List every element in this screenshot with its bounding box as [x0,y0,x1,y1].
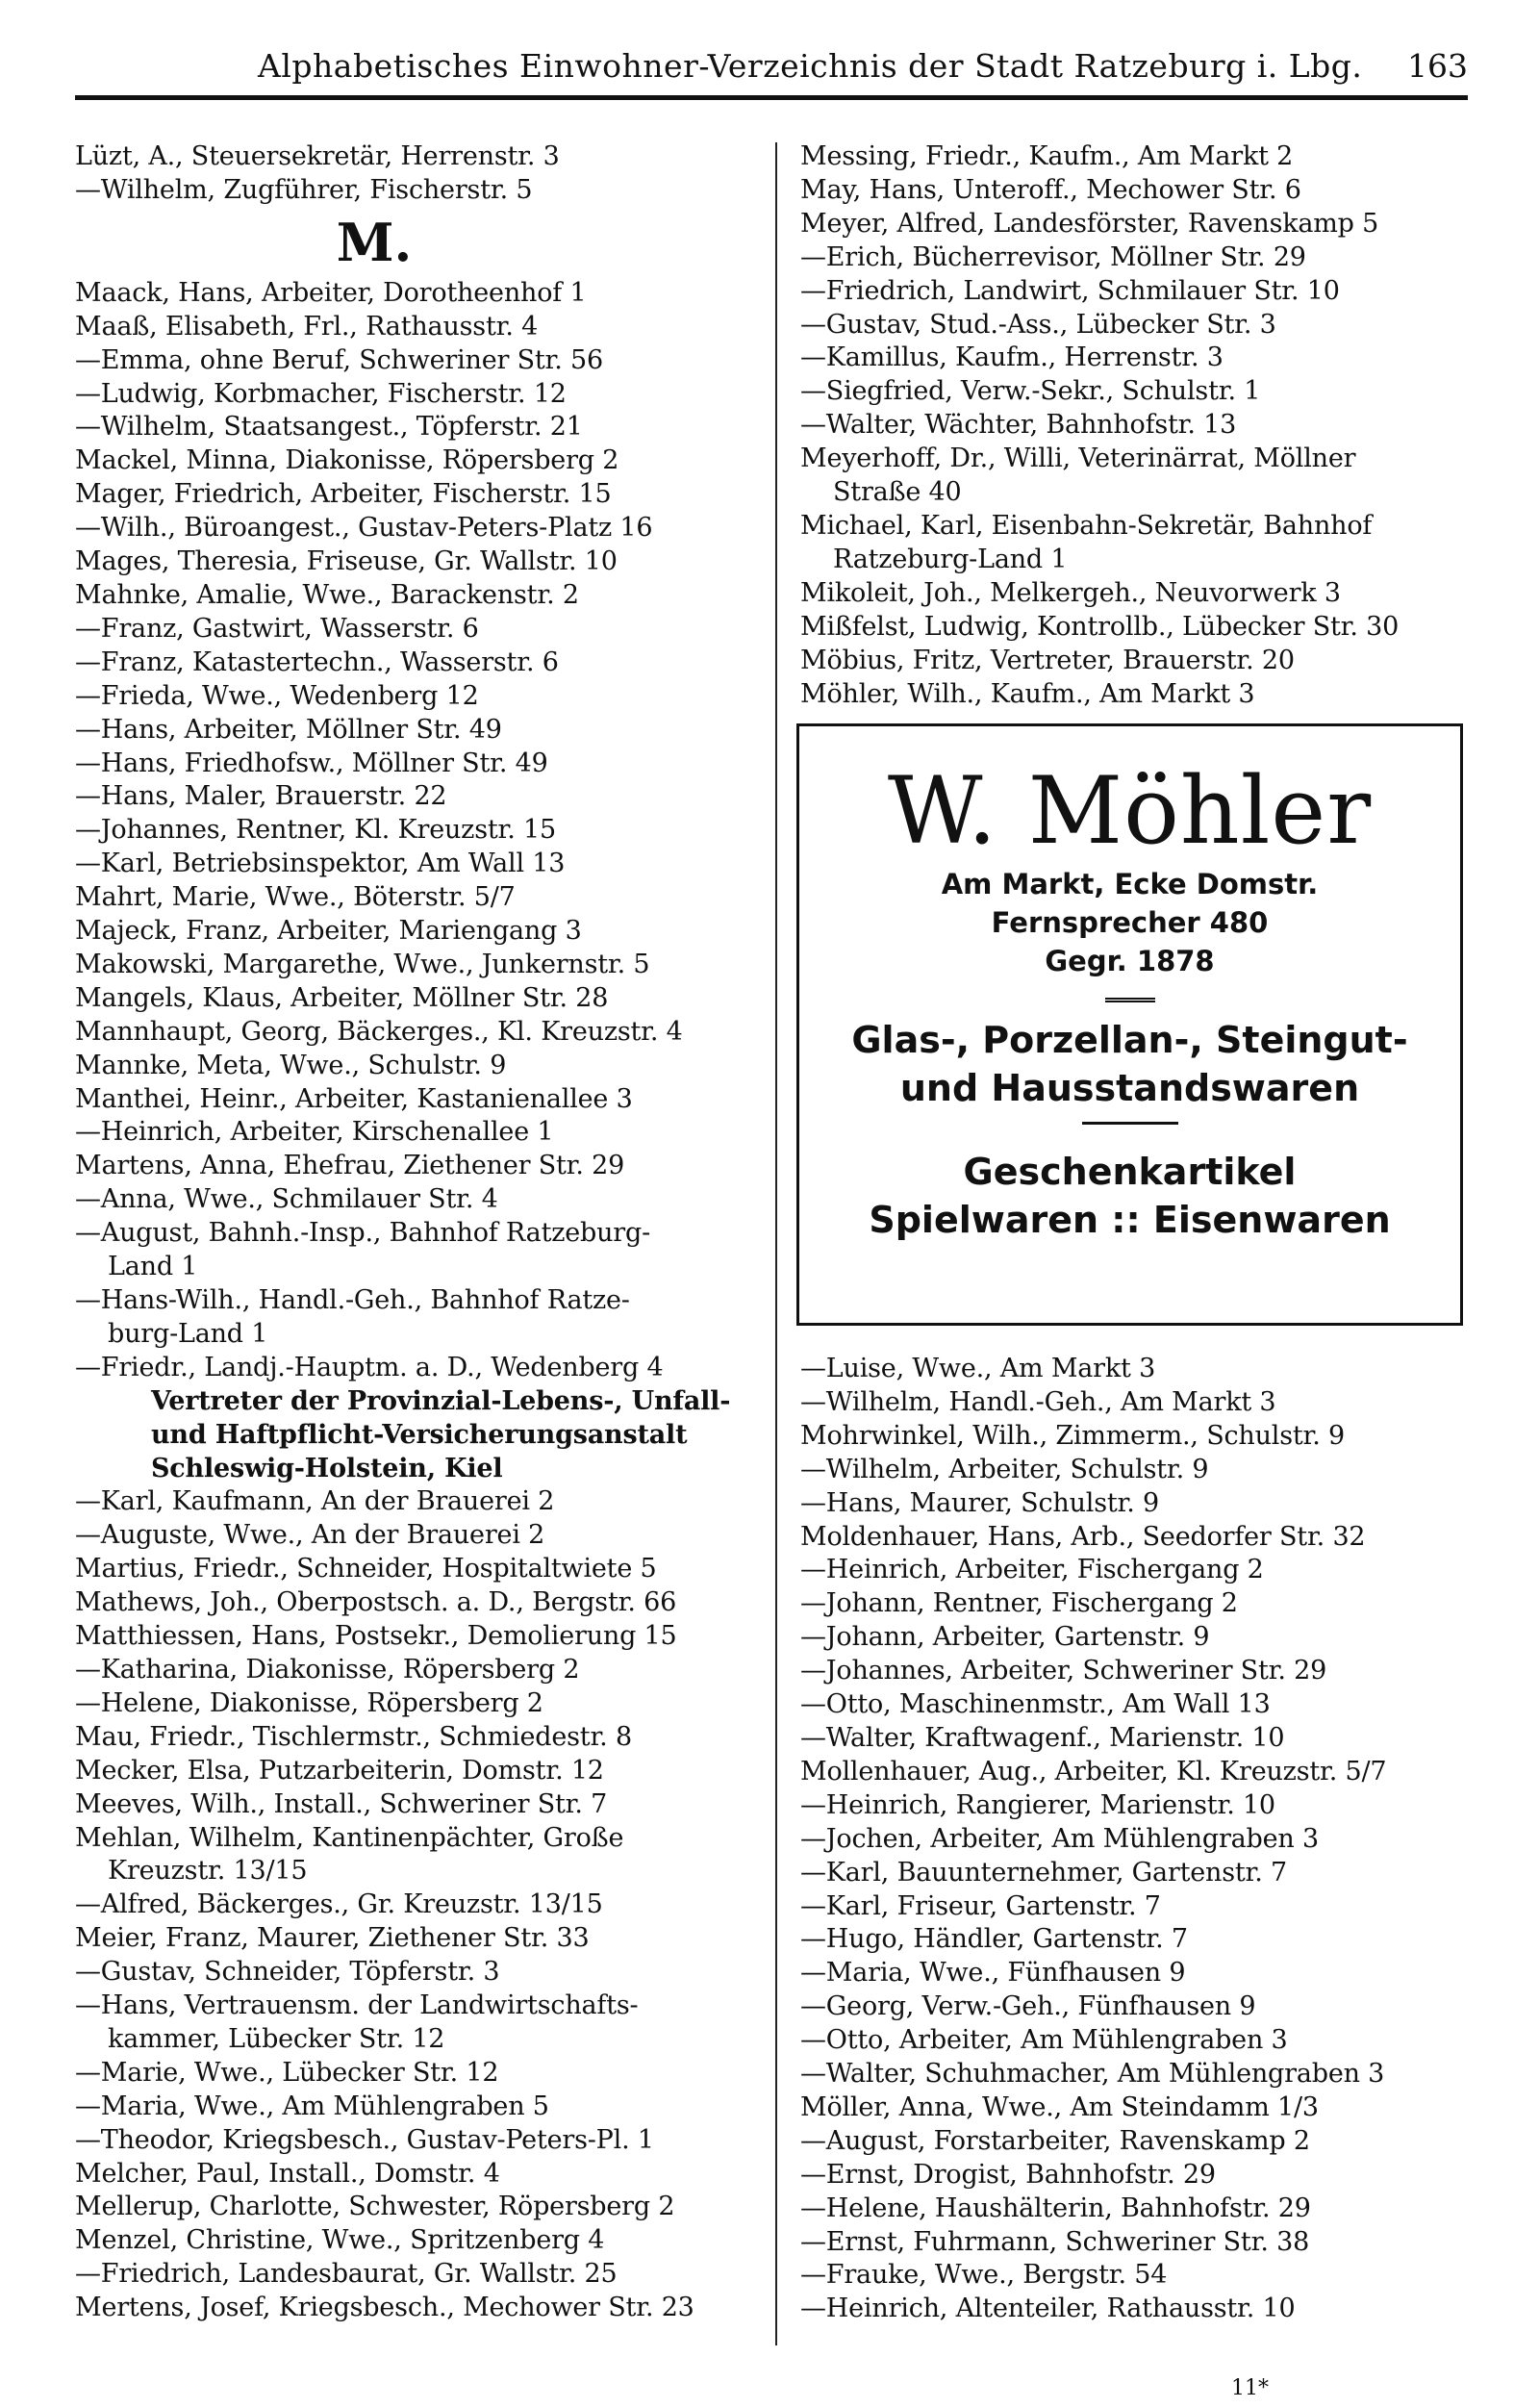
directory-entry: Mannhaupt, Georg, Bäckerges., Kl. Kreuzstr. 4 [75,1016,683,1047]
directory-entry: —Frauke, Wwe., Bergstr. 54 [800,2260,1168,2291]
directory-entry: —Karl, Bauunternehmer, Gartenstr. 7 [800,1857,1288,1888]
directory-entry: —Friedrich, Landesbaurat, Gr. Wallstr. 25 [75,2259,618,2290]
directory-entry: Mohrwinkel, Wilh., Zimmerm., Schulstr. 9 [800,1420,1346,1451]
page-header [75,42,1468,90]
directory-entry: Makowski, Margarethe, Wwe., Junkernstr. 5 [75,949,650,979]
directory-entry: —Heinrich, Rangierer, Marienstr. 10 [800,1789,1275,1820]
directory-entry: Möhler, Wilh., Kaufm., Am Markt 3 [800,678,1255,709]
directory-entry: Mellerup, Charlotte, Schwester, Röpersberg 2 [75,2192,675,2222]
column-divider [775,142,777,2345]
page-number: 163 [1407,47,1468,85]
directory-entry: —Hans, Arbeiter, Möllner Str. 49 [75,714,502,745]
directory-entry: Maaß, Elisabeth, Frl., Rathausstr. 4 [75,311,539,342]
directory-entry: —Hans, Maurer, Schulstr. 9 [800,1487,1159,1518]
section-letter: M. [336,211,413,273]
directory-entry: —Heinrich, Altenteiler, Rathausstr. 10 [800,2294,1296,2324]
directory-entry: —Marie, Wwe., Lübecker Str. 12 [75,2057,499,2088]
directory-entry: —Anna, Wwe., Schmilauer Str. 4 [75,1184,498,1215]
entry-continuation: Land 1 [108,1252,198,1282]
directory-entry: Möbius, Fritz, Vertreter, Brauerstr. 20 [800,645,1295,675]
directory-entry: Mau, Friedr., Tischlermstr., Schmiedestr. 8 [75,1721,632,1752]
ad-gifts: Geschenkartikel [963,1151,1297,1193]
directory-entry: —Ernst, Fuhrmann, Schweriner Str. 38 [800,2226,1310,2257]
insertion-text: und Haftpflicht-Versicherungsanstalt [151,1419,688,1450]
directory-entry: Mertens, Josef, Kriegsbesch., Mechower Str. 23 [75,2293,694,2323]
right-column-bottom [800,1353,1474,2326]
ad-phone: Fernsprecher 480 [991,906,1269,939]
ad-toys: Spielwaren :: Eisenwaren [869,1199,1391,1241]
advertisement-box [796,723,1463,1326]
directory-entry: —Gustav, Schneider, Töpferstr. 3 [75,1957,500,1988]
directory-entry: —Johann, Arbeiter, Gartenstr. 9 [800,1622,1210,1653]
directory-entry: —Walter, Schuhmacher, Am Mühlengraben 3 [800,2059,1385,2090]
page-title: Alphabetisches Einwohner-Verzeichnis der Stadt Ratzeburg i. Lbg. [258,47,1363,85]
directory-entry: —Kamillus, Kaufm., Herrenstr. 3 [800,342,1224,373]
directory-entry: Mathews, Joh., Oberpostsch. a. D., Bergstr. 66 [75,1587,677,1618]
directory-entry: —Helene, Haushälterin, Bahnhofstr. 29 [800,2193,1311,2223]
ad-rule [1082,1122,1178,1125]
directory-entry: Martens, Anna, Ehefrau, Ziethener Str. 29 [75,1151,625,1181]
directory-entry: Moldenhauer, Hans, Arb., Seedorfer Str. 32 [800,1521,1366,1552]
ad-company-name: W. Möhler [887,757,1373,865]
directory-entry: Mißfelst, Ludwig, Kontrollb., Lübecker Str. 30 [800,611,1400,642]
directory-entry: —Franz, Gastwirt, Wasserstr. 6 [75,613,479,644]
directory-entry: —Ernst, Drogist, Bahnhofstr. 29 [800,2159,1216,2190]
directory-entry: —Luise, Wwe., Am Markt 3 [800,1354,1156,1383]
directory-entry: —Karl, Friseur, Gartenstr. 7 [800,1890,1161,1921]
insertion-text: Schleswig-Holstein, Kiel [151,1453,503,1483]
directory-entry: Mollenhauer, Aug., Arbeiter, Kl. Kreuzstr. 5/7 [800,1756,1387,1787]
signature-mark: 11* [1231,2376,1269,2400]
directory-entry: —Hans, Maler, Brauerstr. 22 [75,781,447,812]
directory-entry: —Friedrich, Landwirt, Schmilauer Str. 10 [800,275,1340,306]
directory-entry: —Wilh., Büroangest., Gustav-Peters-Platz 16 [75,513,653,544]
insertion-text: Vertreter der Provinzial-Lebens-, Unfall- [151,1385,731,1416]
ad-double-rule [1105,998,1155,1002]
directory-entry: —August, Bahnh.-Insp., Bahnhof Ratzeburg- [75,1218,651,1249]
ad-address: Am Markt, Ecke Domstr. [941,868,1319,900]
entry-continuation: Straße 40 [833,477,962,508]
directory-entry: Mager, Friedrich, Arbeiter, Fischerstr. 15 [75,479,612,510]
entry-continuation: Kreuzstr. 13/15 [108,1856,308,1887]
left-main-entries [75,277,760,2325]
directory-entry: Maack, Hans, Arbeiter, Dorotheenhof 1 [75,277,587,308]
entry-continuation: burg-Land 1 [108,1318,268,1349]
directory-entry: —Wilhelm, Arbeiter, Schulstr. 9 [800,1454,1209,1484]
directory-entry: Möller, Anna, Wwe., Am Steindamm 1/3 [800,2091,1319,2122]
directory-entry: Mahrt, Marie, Wwe., Böterstr. 5/7 [75,882,516,913]
directory-entry: —August, Forstarbeiter, Ravenskamp 2 [800,2125,1310,2156]
directory-entry: Matthiessen, Hans, Postsekr., Demolierung 15 [75,1621,677,1652]
directory-entry: —Wilhelm, Handl.-Geh., Am Markt 3 [800,1386,1276,1417]
directory-entry: Meyer, Alfred, Landesförster, Ravenskamp 5 [800,208,1379,239]
directory-entry: —Wilhelm, Zugführer, Fischerstr. 5 [75,174,533,205]
directory-entry: —Frieda, Wwe., Wedenberg 12 [75,680,479,711]
directory-entry: Majeck, Franz, Arbeiter, Mariengang 3 [75,916,582,947]
directory-entry: —Karl, Betriebsinspektor, Am Wall 13 [75,849,566,879]
left-column [75,140,760,2325]
directory-entry: Martius, Friedr., Schneider, Hospitaltwiete 5 [75,1554,657,1584]
directory-entry: —Gustav, Stud.-Ass., Lübecker Str. 3 [800,309,1276,340]
directory-entry: —Theodor, Kriegsbesch., Gustav-Peters-Pl. 1 [75,2124,654,2155]
directory-entry: Menzel, Christine, Wwe., Spritzenberg 4 [75,2225,605,2256]
right-column-top [800,140,1474,711]
directory-entry: Lüzt, A., Steuersekretär, Herrenstr. 3 [75,141,560,171]
directory-entry: —Heinrich, Arbeiter, Kirschenallee 1 [75,1117,554,1148]
directory-entry: Mecker, Elsa, Putzarbeiterin, Domstr. 12 [75,1755,604,1786]
directory-entry: —Walter, Wächter, Bahnhofstr. 13 [800,410,1237,441]
directory-entry: —Otto, Arbeiter, Am Mühlengraben 3 [800,2025,1288,2056]
directory-entry: —Hans-Wilh., Handl.-Geh., Bahnhof Ratze- [75,1285,630,1315]
ad-founded: Gegr. 1878 [1045,945,1215,977]
directory-entry: Meyerhoff, Dr., Willi, Veterinärrat, Möllner [800,444,1356,474]
directory-entry: —Alfred, Bäckerges., Gr. Kreuzstr. 13/15 [75,1889,603,1920]
directory-entry: —Katharina, Diakonisse, Röpersberg 2 [75,1654,580,1685]
directory-entry: Mannke, Meta, Wwe., Schulstr. 9 [75,1050,507,1080]
directory-entry: —Johann, Rentner, Fischergang 2 [800,1588,1238,1619]
directory-entry: Melcher, Paul, Install., Domstr. 4 [75,2158,500,2189]
directory-entry: Mangels, Klaus, Arbeiter, Möllner Str. 28 [75,982,609,1013]
ad-goods-line1: Glas-, Porzellan-, Steingut- [851,1019,1408,1061]
entry-continuation: Ratzeburg-Land 1 [833,544,1068,574]
directory-entry: —Otto, Maschinenmstr., Am Wall 13 [800,1689,1271,1720]
directory-entry: Mahnke, Amalie, Wwe., Barackenstr. 2 [75,579,579,610]
directory-entry: —Hans, Friedhofsw., Möllner Str. 49 [75,748,548,778]
directory-entry: —Hugo, Händler, Gartenstr. 7 [800,1924,1188,1955]
directory-entry: May, Hans, Unteroff., Mechower Str. 6 [800,174,1301,205]
directory-entry: —Johannes, Arbeiter, Schweriner Str. 29 [800,1656,1327,1686]
directory-entry: —Johannes, Rentner, Kl. Kreuzstr. 15 [75,815,556,846]
directory-entry: Mackel, Minna, Diakonisse, Röpersberg 2 [75,445,619,476]
directory-entry: Meeves, Wilh., Install., Schweriner Str. 7 [75,1788,608,1819]
directory-entry: Meier, Franz, Maurer, Ziethener Str. 33 [75,1923,590,1954]
ad-goods-line2: und Hausstandswaren [899,1067,1360,1109]
directory-entry: —Heinrich, Arbeiter, Fischergang 2 [800,1555,1264,1585]
directory-entry: —Walter, Kraftwagenf., Marienstr. 10 [800,1722,1285,1753]
directory-entry: —Auguste, Wwe., An der Brauerei 2 [75,1520,545,1551]
directory-entry: Messing, Friedr., Kaufm., Am Markt 2 [800,141,1294,171]
directory-entry: —Erich, Bücherrevisor, Möllner Str. 29 [800,241,1306,272]
directory-entry: —Franz, Katastertechn., Wasserstr. 6 [75,646,559,677]
directory-entry: Mages, Theresia, Friseuse, Gr. Wallstr. 10 [75,546,618,577]
directory-entry: Michael, Karl, Eisenbahn-Sekretär, Bahnhof [800,510,1373,541]
directory-entry: —Ludwig, Korbmacher, Fischerstr. 12 [75,378,567,409]
directory-entry: —Maria, Wwe., Fünfhausen 9 [800,1958,1186,1989]
directory-entry: —Siegfried, Verw.-Sekr., Schulstr. 1 [800,376,1261,407]
directory-entry: —Friedr., Landj.-Hauptm. a. D., Wedenberg 4 [75,1352,664,1382]
header-rule [75,95,1468,100]
directory-entry: —Georg, Verw.-Geh., Fünfhausen 9 [800,1991,1256,2022]
left-top-entries [75,140,760,208]
directory-entry: —Hans, Vertrauensm. der Landwirtschafts- [75,1990,639,2021]
directory-entry: —Karl, Kaufmann, An der Brauerei 2 [75,1486,555,1517]
directory-entry: Manthei, Heinr., Arbeiter, Kastanienallee 3 [75,1083,633,1114]
entry-continuation: kammer, Lübecker Str. 12 [108,2023,445,2054]
directory-entry: Mehlan, Wilhelm, Kantinenpächter, Große [75,1822,624,1853]
directory-entry: Mikoleit, Joh., Melkergeh., Neuvorwerk 3 [800,577,1341,608]
directory-entry: —Wilhelm, Staatsangest., Töpferstr. 21 [75,412,583,443]
directory-entry: —Maria, Wwe., Am Mühlengraben 5 [75,2091,549,2121]
directory-entry: —Emma, ohne Beruf, Schweriner Str. 56 [75,344,603,375]
directory-entry: —Helene, Diakonisse, Röpersberg 2 [75,1687,543,1718]
directory-entry: —Jochen, Arbeiter, Am Mühlengraben 3 [800,1823,1319,1854]
